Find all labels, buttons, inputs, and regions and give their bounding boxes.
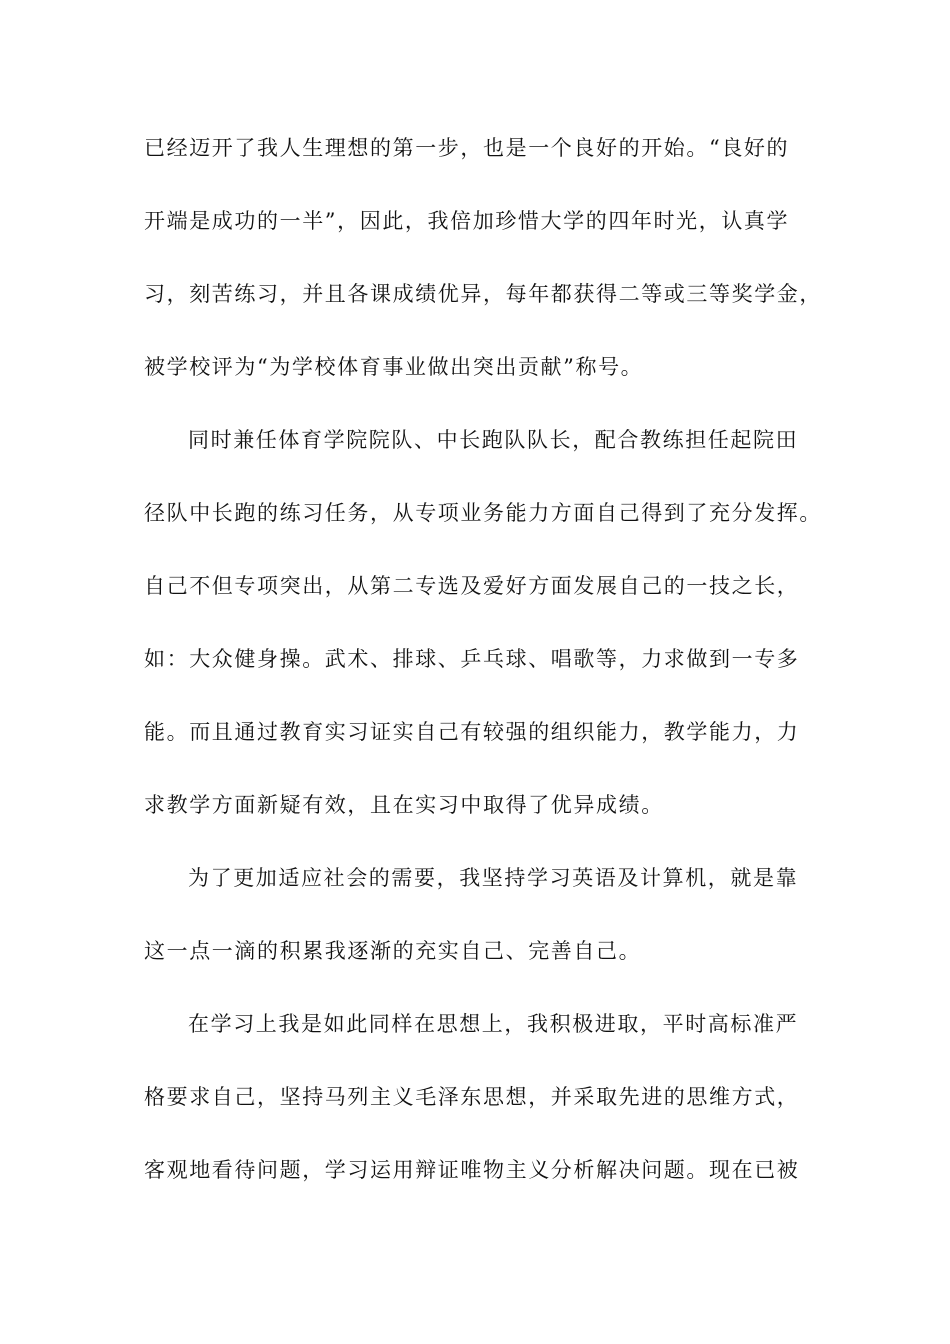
- paragraph-first-line: 同时兼任体育学院院队、中长跑队队长，配合教练担任起院田: [188, 428, 799, 452]
- text-line: 如：大众健身操。武术、排球、乒乓球、唱歌等，力求做到一专多: [144, 647, 800, 671]
- text-line: 习，刻苦练习，并且各课成绩优异，每年都获得二等或三等奖学金，: [144, 282, 822, 306]
- text-line: 客观地看待问题，学习运用辩证唯物主义分析解决问题。现在已被: [144, 1158, 800, 1182]
- text-line: 自己不但专项突出，从第二专选及爱好方面发展自己的一技之长，: [144, 574, 800, 598]
- text-line: 径队中长跑的练习任务，从专项业务能力方面自己得到了充分发挥。: [144, 501, 822, 525]
- body-text: [144, 136, 824, 1231]
- text-line: 被学校评为“为学校体育事业做出突出贡献”称号。: [144, 355, 644, 379]
- text-line: 求教学方面新疑有效，且在实习中取得了优异成绩。: [144, 793, 664, 817]
- text-line: 这一点一滴的积累我逐渐的充实自己、完善自己。: [144, 939, 642, 963]
- text-line: 已经迈开了我人生理想的第一步，也是一个良好的开始。“良好的: [144, 136, 790, 160]
- paragraph-first-line: 在学习上我是如此同样在思想上，我积极进取，平时高标准严: [188, 1012, 799, 1036]
- paragraph-first-line: 为了更加适应社会的需要，我坚持学习英语及计算机，就是靠: [188, 866, 799, 890]
- text-line: 格要求自己，坚持马列主义毛泽东思想，并采取先进的思维方式，: [144, 1085, 800, 1109]
- text-line: 能。而且通过教育实习证实自己有较强的组织能力，教学能力，力: [144, 720, 800, 744]
- text-line: 开端是成功的一半”，因此，我倍加珍惜大学的四年时光，认真学: [144, 209, 790, 233]
